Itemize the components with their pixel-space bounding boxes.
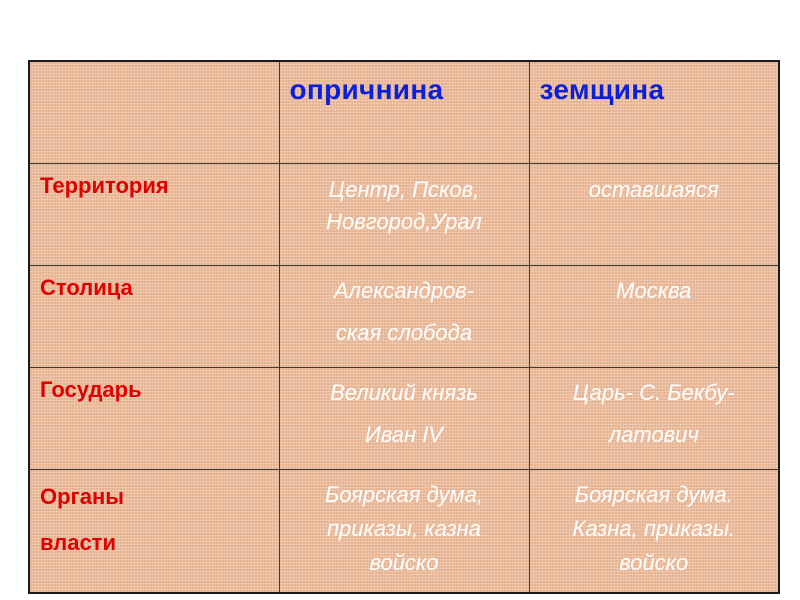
table-row-capital [29,265,779,367]
row-label-cell [29,265,279,367]
cell-territory-zemshchina [529,163,779,265]
cell-authorities-zemshchina [529,469,779,593]
row-label-cell [29,163,279,265]
row-label-cell [29,367,279,469]
table-header-row [29,61,779,163]
row-label-cell [29,469,279,593]
value-sovereign-oprichnina: Великий князь Иван IV [330,379,478,447]
value-capital-zemshchina: Москва [616,277,692,303]
row-label-territory: Территория [40,172,169,198]
cell-authorities-oprichnina [279,469,529,593]
row-label-authorities: Органы власти [40,483,125,555]
value-authorities-oprichnina: Боярская дума, приказы, казна войско [325,481,483,575]
comparison-table [28,60,780,594]
table-row-territory [29,163,779,265]
header-cell-zemshchina [529,61,779,163]
column-header-zemshchina: земщина [539,74,665,105]
header-cell-oprichnina [279,61,529,163]
column-header-oprichnina: опричнина [289,74,444,105]
cell-sovereign-zemshchina [529,367,779,469]
value-territory-zemshchina: оставшаяся [588,176,719,202]
cell-sovereign-oprichnina [279,367,529,469]
cell-capital-oprichnina [279,265,529,367]
value-authorities-zemshchina: Боярская дума. Казна, приказы. войско [572,481,736,575]
cell-territory-oprichnina [279,163,529,265]
row-label-sovereign: Государь [40,376,142,402]
value-capital-oprichnina: Александров- ская слобода [333,277,475,345]
cell-capital-zemshchina [529,265,779,367]
header-corner-cell [29,61,279,163]
table-row-sovereign [29,367,779,469]
value-sovereign-zemshchina: Царь- С. Бекбу- латович [572,379,735,447]
value-territory-oprichnina: Центр, Псков, Новгород,Урал [326,176,482,234]
table-row-authorities [29,469,779,593]
row-label-capital: Столица [40,274,133,300]
